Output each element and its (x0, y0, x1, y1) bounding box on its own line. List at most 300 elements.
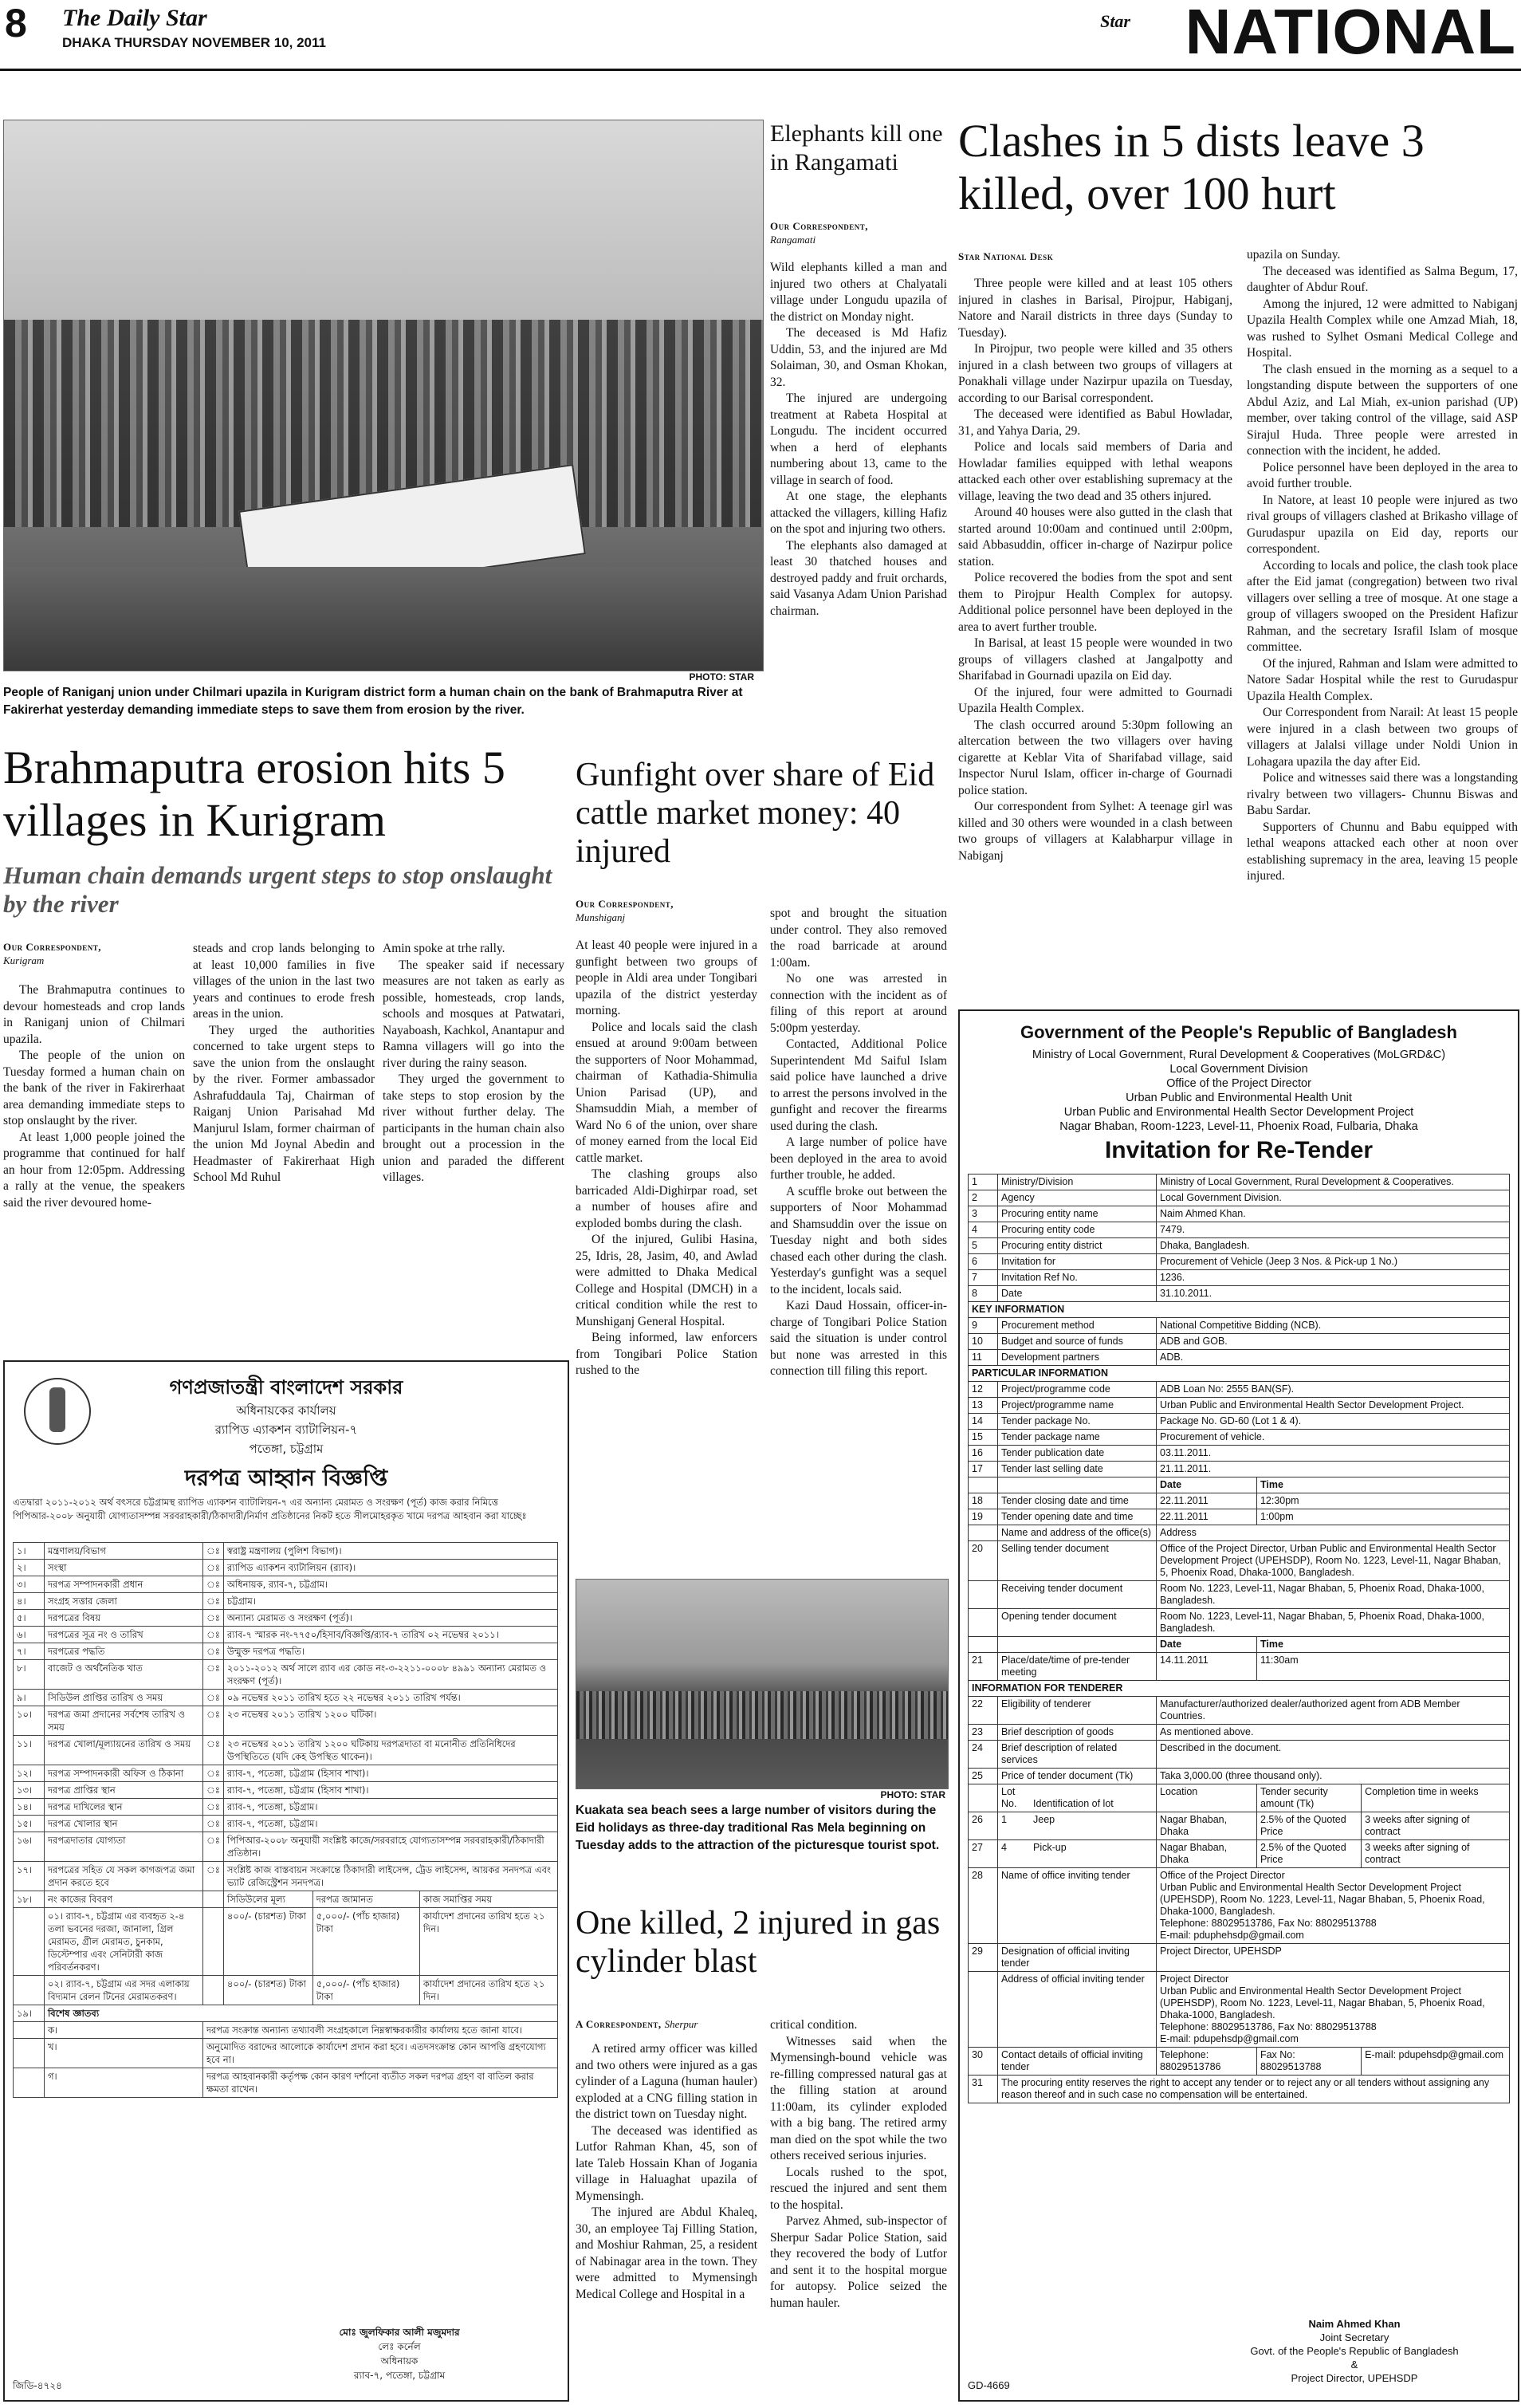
table-cell: Procurement of Vehicle (Jeep 3 Nos. & Pick-up 1 No.) (1157, 1254, 1510, 1270)
table-row (969, 1334, 1510, 1350)
table-row (969, 1270, 1510, 1286)
table-cell: দরপত্র আহবানকারী কর্তৃপক্ষ কোন কারণ দর্শানো ব্যতীত সকল দরপত্র গ্রহণ বা বাতিল করার ক্ষমতা রাখেন। (203, 2068, 558, 2098)
table-cell: E-mail: pdupehsdp@gmail.com (1362, 2048, 1510, 2076)
table-cell: 19 (969, 1509, 998, 1525)
table-cell: Fax No: 88029513788 (1256, 2048, 1361, 2076)
table-row (969, 1525, 1510, 1541)
table-cell: Completion time in weeks (1362, 1784, 1510, 1812)
table-cell: দরপত্র সম্পাদনকারী প্রধান (45, 1576, 203, 1593)
section-name: NATIONAL (1185, 0, 1516, 67)
table-cell: Procurement of vehicle. (1157, 1430, 1510, 1446)
table-cell: Budget and source of funds (998, 1334, 1157, 1350)
table-row (14, 1593, 558, 1610)
table-cell: 21.11.2011. (1157, 1462, 1510, 1477)
table-cell: INFORMATION FOR TENDERER (969, 1681, 1510, 1697)
table-row (969, 1382, 1510, 1398)
table-cell: 1:00pm (1256, 1509, 1509, 1525)
table-row (969, 1741, 1510, 1769)
table-cell: Date (1157, 1477, 1257, 1493)
table-cell: Tender package name (998, 1430, 1157, 1446)
table-cell (998, 1637, 1157, 1653)
table-cell: Receiving tender document (998, 1581, 1157, 1609)
table-cell: সংস্থা (45, 1560, 203, 1576)
table-cell: 15 (969, 1430, 998, 1446)
gas-col2: critical condition. Witnesses said when the Mymensingh-bound vehicle was re-filling compressed natural gas at the filling station at around 11:00am, its cylinder exploded with a big bang. The retired army man died on the spot while the two others received serious injuries. Locals rushed to the spot, rescued the injured and sent them to the hospital. Parvez Ahmed, sub-inspector of Sherpur Sadar Police Station, said they recovered the body of Lutfor and sent it to the hospital morgue for autopsy. Police seized the human hauler. (770, 2018, 947, 2310)
table-cell: Project/programme code (998, 1382, 1157, 1398)
byline-gunfight: Our Correspondent, (576, 898, 674, 910)
lot-no-header: Lot No. (1001, 1786, 1017, 1809)
table-cell: 21 (969, 1653, 998, 1681)
table-cell: Telephone: 88029513786 (1157, 2048, 1257, 2076)
table-cell: 22.11.2011 (1157, 1493, 1257, 1509)
table-cell: ১৯। (14, 2005, 45, 2022)
table-cell: Location (1157, 1784, 1257, 1812)
table-cell: Date (1157, 1637, 1257, 1653)
table-cell: 1 (969, 1174, 998, 1190)
table-cell: ৩। (14, 1576, 45, 1593)
table-row (14, 1627, 558, 1643)
lot-id-header: Identification of lot (1033, 1798, 1114, 1809)
table-cell: ক। (45, 2022, 203, 2039)
table-cell: র‍্যাব-৭, পতেঙ্গা, চট্টগ্রাম (হিসাব শাখা)। (223, 1782, 557, 1799)
table-cell: ১২। (14, 1765, 45, 1782)
table-row (14, 2005, 558, 2022)
table-cell: Tender opening date and time (998, 1509, 1157, 1525)
table-cell: ঃ (203, 1593, 224, 1610)
table-row (14, 1765, 558, 1782)
table-cell: 3 (969, 1206, 998, 1222)
table-cell: 12:30pm (1256, 1493, 1509, 1509)
table-cell: Brief description of related services (998, 1741, 1157, 1769)
section-brand: Star (1100, 11, 1130, 31)
table-cell: র‍্যাব-৭, পতেঙ্গা, চট্টগ্রাম। (223, 1799, 557, 1816)
table-cell: ৬। (14, 1627, 45, 1643)
table-cell: Time (1256, 1477, 1509, 1493)
table-cell: 13 (969, 1398, 998, 1414)
table-row (14, 1976, 558, 2005)
photo-credit: PHOTO: STAR (689, 671, 754, 683)
table-cell: ১৩। (14, 1782, 45, 1799)
table-row (14, 1576, 558, 1593)
table-cell: কার্যাদেশ প্রদানের তারিখ হতে ২১ দিন। (419, 1908, 557, 1976)
table-cell: 22 (969, 1697, 998, 1725)
beach-crowd (576, 1691, 948, 1739)
dateline-elephants: Rangamati (770, 234, 816, 246)
table-row (969, 1286, 1510, 1302)
table-cell: Address of official inviting tender (998, 1972, 1157, 2048)
lot-name: Jeep (1033, 1814, 1055, 1825)
bn-title4: পতেঙ্গা, চট্টগ্রাম (249, 1442, 324, 1456)
table-row (969, 1477, 1510, 1493)
table-cell: 18 (969, 1493, 998, 1509)
table-cell: Ministry/Division (998, 1174, 1157, 1190)
table-cell (969, 1525, 998, 1541)
table-cell: Described in the document. (1157, 1741, 1510, 1769)
table-cell (998, 1840, 1157, 1868)
table-row (969, 1840, 1510, 1868)
table-cell: 28 (969, 1868, 998, 1944)
table-cell: 26 (969, 1812, 998, 1840)
table-cell: ঃ (203, 1816, 224, 1832)
table-cell: Brief description of goods (998, 1725, 1157, 1741)
table-cell: 2.5% of the Quoted Price (1256, 1840, 1361, 1868)
table-cell (14, 2039, 45, 2068)
table-row (969, 1174, 1510, 1190)
table-cell: Price of tender document (Tk) (998, 1769, 1157, 1784)
table-cell: সংশ্লিষ্ট কাজ বাস্তবায়ন সংক্রান্তে ঠিকাদারী লাইসেন্স, ট্রেড লাইসেন্স, আয়কর সনদপত্র এবং ভ্যাট রেজিস্ট্রেশন সনদপত্র। (223, 1862, 557, 1891)
bn-table (13, 1542, 558, 2098)
table-cell: ৮। (14, 1660, 45, 1690)
table-cell: ৪। (14, 1593, 45, 1610)
table-cell: দরপত্র জামানত (312, 1891, 419, 1908)
elephants-body: Wild elephants killed a man and injured two others at Chalyatali village under Longudu upazila of the district on Monday night. The deceased is Md Hafiz Uddin, 53, and the injured are Md Solaiman, 30, and Osman Khokan, 32. The injured are undergoing treatment at Rabeta Hospital at Longudu. The incident occurred when a herd of elephants numbering about 13, came to the village in search of food. At one stage, the elephants attacked the villagers, killing Hafiz on the spot and injuring two others. The elephants also damaged at least 30 thatched houses and destroyed paddy and fruit orchards, said Vasanya Adam Union Parishad chairman. (770, 261, 947, 618)
table-row (14, 1832, 558, 1862)
table-cell: ঃ (203, 1706, 224, 1736)
table-cell (203, 1891, 224, 1908)
table-cell: ০৯ নভেম্বর ২০১১ তারিখ হতে ২২ নভেম্বর ২০১১ তারিখ পর্যন্ত। (223, 1690, 557, 1706)
table-row (969, 1238, 1510, 1254)
table-row (969, 1581, 1510, 1609)
table-cell (998, 1812, 1157, 1840)
table-cell: 20 (969, 1541, 998, 1581)
table-cell: Opening tender document (998, 1609, 1157, 1637)
table-cell: National Competitive Bidding (NCB). (1157, 1318, 1510, 1334)
table-cell: ৭। (14, 1643, 45, 1660)
table-cell: সংগ্রহ সত্তার জেলা (45, 1593, 203, 1610)
gas-col1: A retired army officer was killed and two others were injured as a gas cylinder of a Laguna (human hauler) exploded at a CNG filling station in the district town on Tuesday night. The deceased was identified as Lutfor Rahman Khan, 45, son of late Taleb Hossain Khan of Jogania village in Haluaghat upazila of Mymensingh. The injured are Abdul Khaleq, 30, an employee Taj Filling Station, and Moshiur Rahman, 25, a resident of Nabinagar area in the town. They were admitted to Mymensingh Medical College and Hospital in a (576, 2042, 757, 2301)
erosion-col3: Amin spoke at trhe rally. The speaker said if necessary measures are not taken as early as possible, homesteads, crop lands, schools and mosques at Patwatari, Nayaboash, Kachkol, Anantapur and Ramna villagers will go into the river during the rainy season. They urged the government to take steps to stop erosion by the river without further delay. The participants in the human chain also brought out a procession in the union and paraded the different villages. (383, 942, 564, 1184)
table-cell: Designation of official inviting tender (998, 1944, 1157, 1972)
table-cell: ৪০০/- (চারশত) টাকা (223, 1908, 312, 1976)
table-row (14, 1543, 558, 1560)
table-row (969, 1398, 1510, 1414)
table-cell: 27 (969, 1840, 998, 1868)
table-cell: Eligibility of tenderer (998, 1697, 1157, 1725)
table-cell: 17 (969, 1462, 998, 1477)
table-cell: 31.10.2011. (1157, 1286, 1510, 1302)
section-row (969, 1681, 1510, 1697)
table-cell: অধিনায়ক, র‍্যাব-৭, চট্টগ্রাম। (223, 1576, 557, 1593)
table-cell: ঃ (203, 1782, 224, 1799)
table-row (969, 1784, 1510, 1812)
table-cell (203, 1976, 224, 2005)
table-cell: ঃ (203, 1660, 224, 1690)
table-cell: ঃ (203, 1610, 224, 1627)
table-cell: Contact details of official inviting tender (998, 2048, 1157, 2076)
byline-clashes: Star National Desk (958, 250, 1054, 262)
table-cell: 03.11.2011. (1157, 1446, 1510, 1462)
table-cell: ১৫। (14, 1816, 45, 1832)
table-cell: Nagar Bhaban, Dhaka (1157, 1812, 1257, 1840)
date-line: DHAKA THURSDAY NOVEMBER 10, 2011 (62, 35, 326, 50)
table-cell: Name and address of the office(s) (998, 1525, 1157, 1541)
table-cell: স্বরাষ্ট্র মন্ত্রণালয় (পুলিশ বিভাগ)। (223, 1543, 557, 1560)
table-row (969, 1206, 1510, 1222)
page-number: 8 (5, 1, 27, 45)
table-row (969, 1350, 1510, 1366)
table-cell: ঃ (203, 1643, 224, 1660)
table-cell: ২০১১-২০১২ অর্থ সালে র‍্যাব এর কোড নং-৩-২২১১-০০০৮ ৪৯৯১ অন্যান্য মেরামত ও সংরক্ষণ (পূর্ত)। (223, 1660, 557, 1690)
dateline-gunfight: Munshiganj (576, 911, 626, 923)
table-cell (969, 1784, 998, 1812)
photo-kuakata-beach (576, 1579, 949, 1789)
table-cell: ঃ (203, 1560, 224, 1576)
table-row (14, 1891, 558, 1908)
table-cell: সিডিউল প্রাপ্তির তারিখ ও সময় (45, 1690, 203, 1706)
tender-h1: Government of the People's Republic of Bangladesh (1020, 1022, 1457, 1042)
table-cell (14, 1976, 45, 2005)
table-cell: দরপত্র খোলা/মূল্যায়নের তারিখ ও সময় (45, 1736, 203, 1765)
table-cell: 16 (969, 1446, 998, 1462)
table-cell (998, 1477, 1157, 1493)
table-cell (14, 2022, 45, 2039)
table-cell: ঃ (203, 1799, 224, 1816)
table-cell: দরপত্র দাখিলের স্থান (45, 1799, 203, 1816)
clashes-col2: upazila on Sunday. The deceased was identified as Salma Begum, 17, daughter of Abdur Rouf. Among the injured, 12 were admitted to Nabiganj Upazila Health Complex while one Amzad Miah, 18, was rushed to Sylhet Osmani Medical College and Hospital. The clash ensued in the morning as a sequel to a longstanding dispute between the supporters of one Abdul Aziz, and Lal Miah, ex-union parishad (UP) member, over taking control of the village, said ASP Sirajul Huda. Three people were arrested in connection with the incident, he added. Police personnel have been deployed in the area to avoid further trouble. In Natore, at least 10 people were injured as two rival groups of villagers clashed at Brikasho village of Gurudaspur upazila on Eid day, reports our correspondent. According to locals and police, the clash took place after the Eid jamat (congregation) between two rival villagers over selling a tree of mosque. At one stage a group of villagers swooped on the President Hafizur Rahman, and the secretary Israfil Islam of mosque committee. Of the injured, Rahman and Islam were admitted to Natore Sadar Hospital while the rest to Gurudaspur Upazila Health Complex. Our Correspondent from Narail: At least 15 people were injured in a clash between two groups of villagers at Jalalsi village under Noldi Union in Lohagara upazila the day after Eid. Police and witnesses said there was a longstanding rivalry between two villagers- Chunnu Biswas and Babu Sardar. Supporters of Chunnu and Babu equipped with lethal weapons attacked each other at noon over establishing supremacy in the area, leaving 15 people injured. (1247, 248, 1518, 883)
ground (4, 567, 763, 671)
table-row (14, 1799, 558, 1816)
table-cell: 29 (969, 1944, 998, 1972)
table-cell: Dhaka, Bangladesh. (1157, 1238, 1510, 1254)
table-cell: 6 (969, 1254, 998, 1270)
table-cell: As mentioned above. (1157, 1725, 1510, 1741)
table-cell: 9 (969, 1318, 998, 1334)
table-cell: Office of the Project Director Urban Public and Environmental Health Sector Development Project (UPEHSDP), Room No. 1223, Level-11, Nagar Bhaban, 5, Phoenix Road, Dhaka-1000, Bangladesh. Telephone: 88029513786, Fax No: 88029513788 E-mail: pduphehsdp@gmail.com (1157, 1868, 1510, 1944)
headline-elephants: Elephants kill one in Rangamati (770, 120, 943, 175)
table-cell: দরপত্রের সূত্র নং ও তারিখ (45, 1627, 203, 1643)
table-cell: Tender closing date and time (998, 1493, 1157, 1509)
table-cell: Address (1157, 1525, 1510, 1541)
table-row (969, 1541, 1510, 1581)
table-cell: চট্টগ্রাম। (223, 1593, 557, 1610)
table-cell: ১৬। (14, 1832, 45, 1862)
table-cell: 24 (969, 1741, 998, 1769)
bn-code: জিডি-৪৭২৪ (13, 2380, 62, 2391)
headline-clashes: Clashes in 5 dists leave 3 killed, over 100 hurt (958, 115, 1425, 219)
table-row (14, 1782, 558, 1799)
table-row (969, 1414, 1510, 1430)
table-cell: দরপত্র জমা প্রদানের সর্বশেষ তারিখ ও সময় (45, 1706, 203, 1736)
table-cell: ১৮। (14, 1891, 45, 1908)
bn-title3: র‍্যাপিড এ্যাকশন ব্যাটালিয়ন-৭ (214, 1422, 358, 1437)
table-cell: Tender package No. (998, 1414, 1157, 1430)
table-cell: Development partners (998, 1350, 1157, 1366)
table-cell: Office of the Project Director, Urban Public and Environmental Health Sector Development Project (UPEHSDP), Room No. 1223, Level-11, Nagar Bhaban, 5, Phoenix Road, Dhaka-1000, Bangladesh. (1157, 1541, 1510, 1581)
table-row (969, 1972, 1510, 2048)
table-cell: নং কাজের বিবরণ (45, 1891, 203, 1908)
table-cell: Naim Ahmed Khan. (1157, 1206, 1510, 1222)
table-cell: 1236. (1157, 1270, 1510, 1286)
table-cell: উন্মুক্ত দরপত্র পদ্ধতি। (223, 1643, 557, 1660)
table-cell: দরপত্র খোলার স্থান (45, 1816, 203, 1832)
table-cell: ২৩ নভেম্বর ২০১১ তারিখ ১২০০ ঘটিকা। (223, 1706, 557, 1736)
table-row (969, 1222, 1510, 1238)
tender-code: GD-4669 (968, 2379, 1010, 2391)
table-cell: Project/programme name (998, 1398, 1157, 1414)
table-cell: Local Government Division. (1157, 1190, 1510, 1206)
gunfight-col2: spot and brought the situation under control. They also removed the road barricade at around 1:00am. No one was arrested in connection with the incident as of filing of this report at around 5:00pm yesterday. Contacted, Additional Police Superintendent Md Saiful Islam said police have launched a drive to arrest the persons involved in the gunfight and recover the firearms used during the clash. A large number of police have been deployed in the area to avoid further trouble, he added. A scuffle broke out between the supporters of Noor Mohammad and Shamsuddin over the issue on Tuesday night and both sides chased each other during the clash. Yesterday's gunfight was a sequel to the incident, locals said. Kazi Daud Hossain, officer-in-charge of Tongibari Police Station said the situation is under control but none was arrested in this connection till filing this report. (770, 907, 947, 1378)
lot-number: 4 (1001, 1842, 1007, 1853)
table-cell: খ। (45, 2039, 203, 2068)
table-row (969, 1509, 1510, 1525)
table-cell: Name of office inviting tender (998, 1868, 1157, 1944)
table-cell: Package No. GD-60 (Lot 1 & 4). (1157, 1414, 1510, 1430)
table-cell: ADB. (1157, 1350, 1510, 1366)
table-cell: 11:30am (1256, 1653, 1509, 1681)
table-cell: Procurement method (998, 1318, 1157, 1334)
table-cell: 2.5% of the Quoted Price (1256, 1812, 1361, 1840)
table-cell: 12 (969, 1382, 998, 1398)
table-cell: KEY INFORMATION (969, 1302, 1510, 1318)
table-cell (969, 1609, 998, 1637)
table-row (14, 1560, 558, 1576)
tender-signature: Naim Ahmed Khan Joint Secretary Govt. of the People's Republic of Bangladesh & Project Director, UPEHSDP (1250, 2318, 1459, 2384)
table-cell: ঃ (203, 1765, 224, 1782)
table-row (14, 1610, 558, 1627)
table-cell: দরপত্রের বিষয় (45, 1610, 203, 1627)
table-cell: দরপত্রের সহিত যে সকল কাগজপত্র জমা প্রদান করতে হবে (45, 1862, 203, 1891)
erosion-col1: The Brahmaputra continues to devour homesteads and crop lands in Raniganj union of Chilmari upazila. The people of the union on Tuesday formed a human chain on the bank of the river in Fakirerhaat area demanding immediate steps to stop onslaught by the river. At least 1,000 people joined the programme that continued for half an hour from 12:05pm. Addressing a rally at the venue, the speakers said the river devoured home- (3, 983, 185, 1210)
table-cell: 14 (969, 1414, 998, 1430)
photo-caption: People of Raniganj union under Chilmari upazila in Kurigram district form a human chain on the bank of Brahmaputra River at Fakirerhat yesterday demanding immediate steps to save them from erosion by the river. (3, 686, 743, 717)
photo-caption-2: Kuakata sea beach sees a large number of visitors during the Eid holidays as three-day traditional Ras Mela beginning on Tuesday adds to the attraction of the picturesque tourist spot. (576, 1804, 940, 1852)
table-cell (14, 1908, 45, 1976)
headline-gas: One killed, 2 injured in gas cylinder blast (576, 1905, 941, 1980)
table-cell: পিপিআর-২০০৮ অনুযায়ী সংশ্লিষ্ট কাজে/সরবরাহে যোগ্যতাসম্পন্ন সরবরাহকারী/ঠিকাদারী প্রতিষ্ঠান। (223, 1832, 557, 1862)
table-cell: PARTICULAR INFORMATION (969, 1366, 1510, 1382)
section-row (969, 1366, 1510, 1382)
bn-title2: অধিনায়কের কার্যালয় (236, 1403, 336, 1418)
table-cell: ১৪। (14, 1799, 45, 1816)
lot-number: 1 (1001, 1814, 1007, 1825)
table-row (969, 1190, 1510, 1206)
table-cell: ৫,০০০/- (পাঁচ হাজার) টাকা (312, 1976, 419, 2005)
table-cell: ৯। (14, 1690, 45, 1706)
headline-gunfight: Gunfight over share of Eid cattle market money: 40 injured (576, 757, 935, 870)
table-row (14, 1690, 558, 1706)
table-cell (998, 1784, 1157, 1812)
byline-elephants: Our Correspondent, (770, 220, 869, 232)
table-cell: ADB and GOB. (1157, 1334, 1510, 1350)
table-cell: কার্যাদেশ প্রদানের তারিখ হতে ২১ দিন। (419, 1976, 557, 2005)
table-cell: দরপত্রের পদ্ধতি (45, 1643, 203, 1660)
table-cell: কাজ সমাপ্তির সময় (419, 1891, 557, 1908)
table-cell: ১৭। (14, 1862, 45, 1891)
table-cell: 10 (969, 1334, 998, 1350)
table-row (14, 2022, 558, 2039)
table-cell: র‍্যাব-৭ স্মারক নং-৭৭৫০/হিসাব/বিজ্ঞপ্তি/র‍্যাব-৭ তারিখ ০২ নভেম্বর ২০১১। (223, 1627, 557, 1643)
invitation-for-retender (958, 1009, 1519, 2402)
table-cell: ২। (14, 1560, 45, 1576)
table-cell: ADB Loan No: 2555 BAN(SF). (1157, 1382, 1510, 1398)
table-cell: 11 (969, 1350, 998, 1366)
table-row (969, 1462, 1510, 1477)
table-row (14, 2068, 558, 2098)
table-row (969, 1318, 1510, 1334)
table-row (969, 1697, 1510, 1725)
table-row (14, 1643, 558, 1660)
table-cell: ঃ (203, 1690, 224, 1706)
table-cell: Urban Public and Environmental Health Sector Development Project. (1157, 1398, 1510, 1414)
table-cell (14, 2068, 45, 2098)
lot-name: Pick-up (1033, 1842, 1067, 1853)
table-row (969, 1430, 1510, 1446)
table-cell: 7479. (1157, 1222, 1510, 1238)
bn-intro: এতদ্বারা ২০১১-২০১২ অর্থ বৎসরে চট্টগ্রামস্থ র‍্যাপিড এ্যাকশন ব্যাটালিয়ন-৭ এর অন্যান্য মেরামত ও সংরক্ষণ (পূর্ত) কাজ করার নিমিত্তে পিপিআর-২০০৮ অনুযায়ী যোগ্যতাসম্পন্ন সরবরাহকারী/ঠিকাদারী/নির্মাণ প্রতিষ্ঠানের নিকট হতে সীলমোহরকৃত খামে দরপত্র আহবান করা যাচ্ছেঃ (13, 1497, 527, 1521)
table-cell: Project Director, UPEHSDP (1157, 1944, 1510, 1972)
table-cell: দরপত্র প্রাপ্তির স্থান (45, 1782, 203, 1799)
byline-erosion: Our Correspondent, (3, 941, 102, 953)
table-row (14, 1816, 558, 1832)
table-row (969, 1609, 1510, 1637)
table-row (969, 1637, 1510, 1653)
table-cell: Tender security amount (Tk) (1256, 1784, 1361, 1812)
table-cell (969, 1477, 998, 1493)
tender-header-lines: Ministry of Local Government, Rural Development & Cooperatives (MoLGRD&C) Local Government Division Office of the Project Director Urban Public and Environmental Health Unit Urban Public and Environmental Health Sector Development Project Nagar Bhaban, Room-1223, Level-11, Phoenix Road, Fulbaria, Dhaka (1032, 1049, 1446, 1133)
table-row (14, 1862, 558, 1891)
table-cell: ঃ (203, 1543, 224, 1560)
tender-title: Invitation for Re-Tender (1104, 1137, 1374, 1163)
table-cell: ঃ (203, 1862, 224, 1891)
table-cell (203, 1908, 224, 1976)
table-cell: 25 (969, 1769, 998, 1784)
table-cell: সিডিউলের মূল্য (223, 1891, 312, 1908)
bn-title1: গণপ্রজাতন্ত্রী বাংলাদেশ সরকার (169, 1376, 403, 1399)
table-cell: 2 (969, 1190, 998, 1206)
headline-erosion: Brahmaputra erosion hits 5 villages in Kurigram (3, 742, 505, 846)
section-row (969, 1302, 1510, 1318)
table-cell: ৪০০/- (চারশত) টাকা (223, 1976, 312, 2005)
bangla-tender-notice (3, 1360, 569, 2402)
table-row (969, 1769, 1510, 1784)
table-cell: র‍্যাব-৭, পতেঙ্গা, চট্টগ্রাম (হিসাব শাখা)। (223, 1765, 557, 1782)
table-cell: 30 (969, 2048, 998, 2076)
deck-erosion: Human chain demands urgent steps to stop onslaught by the river (3, 861, 552, 918)
table-cell: Place/date/time of pre-tender meeting (998, 1653, 1157, 1681)
table-cell (969, 1972, 998, 2048)
table-cell: ঃ (203, 1576, 224, 1593)
table-cell: 3 weeks after signing of contract (1362, 1812, 1510, 1840)
table-row (969, 1254, 1510, 1270)
table-row (14, 1660, 558, 1690)
table-cell: Taka 3,000.00 (three thousand only). (1157, 1769, 1510, 1784)
table-cell: ০১। র‍্যাব-৭, চট্টগ্রাম এর ব্যবহৃত ২-৪ তলা ভবনের দরজা, জানালা, গ্রিল মেরামত, গ্রীল মেরামত, চুনকাম, ডিস্টেম্পার এবং সেনিটারী কাজ পরিবর্তনকরণ। (45, 1908, 203, 1976)
table-cell: Nagar Bhaban, Dhaka (1157, 1840, 1257, 1868)
table-row (14, 2039, 558, 2068)
table-cell: Ministry of Local Government, Rural Development & Cooperatives. (1157, 1174, 1510, 1190)
erosion-col2: steads and crop lands belonging to at least 10,000 families in five villages of the union in the last two years and continues to erode fresh areas in the union. They urged the authorities concerned to take urgent steps to save the union from the onslaught by the river. Former ambassador Ashrafuddaula Taj, Chairman of Raiganj Union Parisahad Md Manjurul Islam, former chairman of the union Md Joynal Abedin and Headmaster of Fakirerhaat High School Md Ruhul (193, 942, 375, 1184)
table-cell: The procuring entity reserves the right to accept any tender or to reject any or all tenders without assigning any reason thereof and in such case no compensation will be entertained. (998, 2076, 1510, 2103)
masthead-rule (0, 69, 1521, 71)
table-cell: 8 (969, 1286, 998, 1302)
clashes-col1: Three people were killed and at least 105 others injured in clashes in Barisal, Pirojpur, Habiganj, Natore and Narail districts in three days (Sunday to Tuesday). In Pirojpur, two people were killed and 35 others injured in a clash between two groups of villagers at Ponakhali village under Nazirpur upazila on Tuesday, according to our Barisal correspondent. The deceased were identified as Babul Howladar, 31, and Yahya Daria, 29. Police and locals said members of Daria and Howladar families equipped with lethal weapons attacked each other over establishing supremacy at the village, leaving the two dead and 35 others injured. Around 40 houses were also gutted in the clash that started around 10:00am and continued until 2:00pm, said Abbasuddin, officer in-charge of Nazirpur police station. Police recovered the bodies from the spot and sent them to Pirojpur Health Complex for autopsy. Additional police personnel have been deployed in the area to avert further trouble. In Barisal, at least 15 people were wounded in two groups of villagers clashed at Jangalpotty and Sharifabad in Gournadi upazila on Eid day. Of the injured, four were admitted to Gournadi Upazila Health Complex. The clash occurred around 5:30pm following an altercation between the two villagers over having cigarette at Keblar Vita of Sharifabad village, said Inspector Nurul Islam, officer in-charge of Gournadi police station. Our correspondent from Sylhet: A teenage girl was killed and 30 others were wounded in a clash between two groups of villagers at Kalabharpur village in Nabiganj (958, 277, 1232, 863)
table-cell (969, 1637, 998, 1653)
tender-table (968, 1174, 1510, 2103)
table-cell: দরপত্রদাতার যোগ্যতা (45, 1832, 203, 1862)
table-row (969, 2048, 1510, 2076)
table-cell: 4 (969, 1222, 998, 1238)
table-cell: 7 (969, 1270, 998, 1286)
table-cell: ১। (14, 1543, 45, 1560)
table-cell: Tender publication date (998, 1446, 1157, 1462)
table-cell: দরপত্র সম্পাদনকারী অফিস ও ঠিকানা (45, 1765, 203, 1782)
byline-gas: A Correspondent, Sherpur (576, 2018, 698, 2030)
table-row (969, 1493, 1510, 1509)
table-cell: মন্ত্রণালয়/বিভাগ (45, 1543, 203, 1560)
table-cell: Project Director Urban Public and Environmental Health Sector Development Project (UPEHSDP), Room No. 1223, Level-11, Nagar Bhaban, 5, Phoenix Road, Dhaka-1000, Bangladesh. Telephone: 88029513786, Fax No: 88029513788 E-mail: pdupehsdp@gmail.com (1157, 1972, 1510, 2048)
table-cell: 3 weeks after signing of contract (1362, 1840, 1510, 1868)
table-cell: Procuring entity name (998, 1206, 1157, 1222)
